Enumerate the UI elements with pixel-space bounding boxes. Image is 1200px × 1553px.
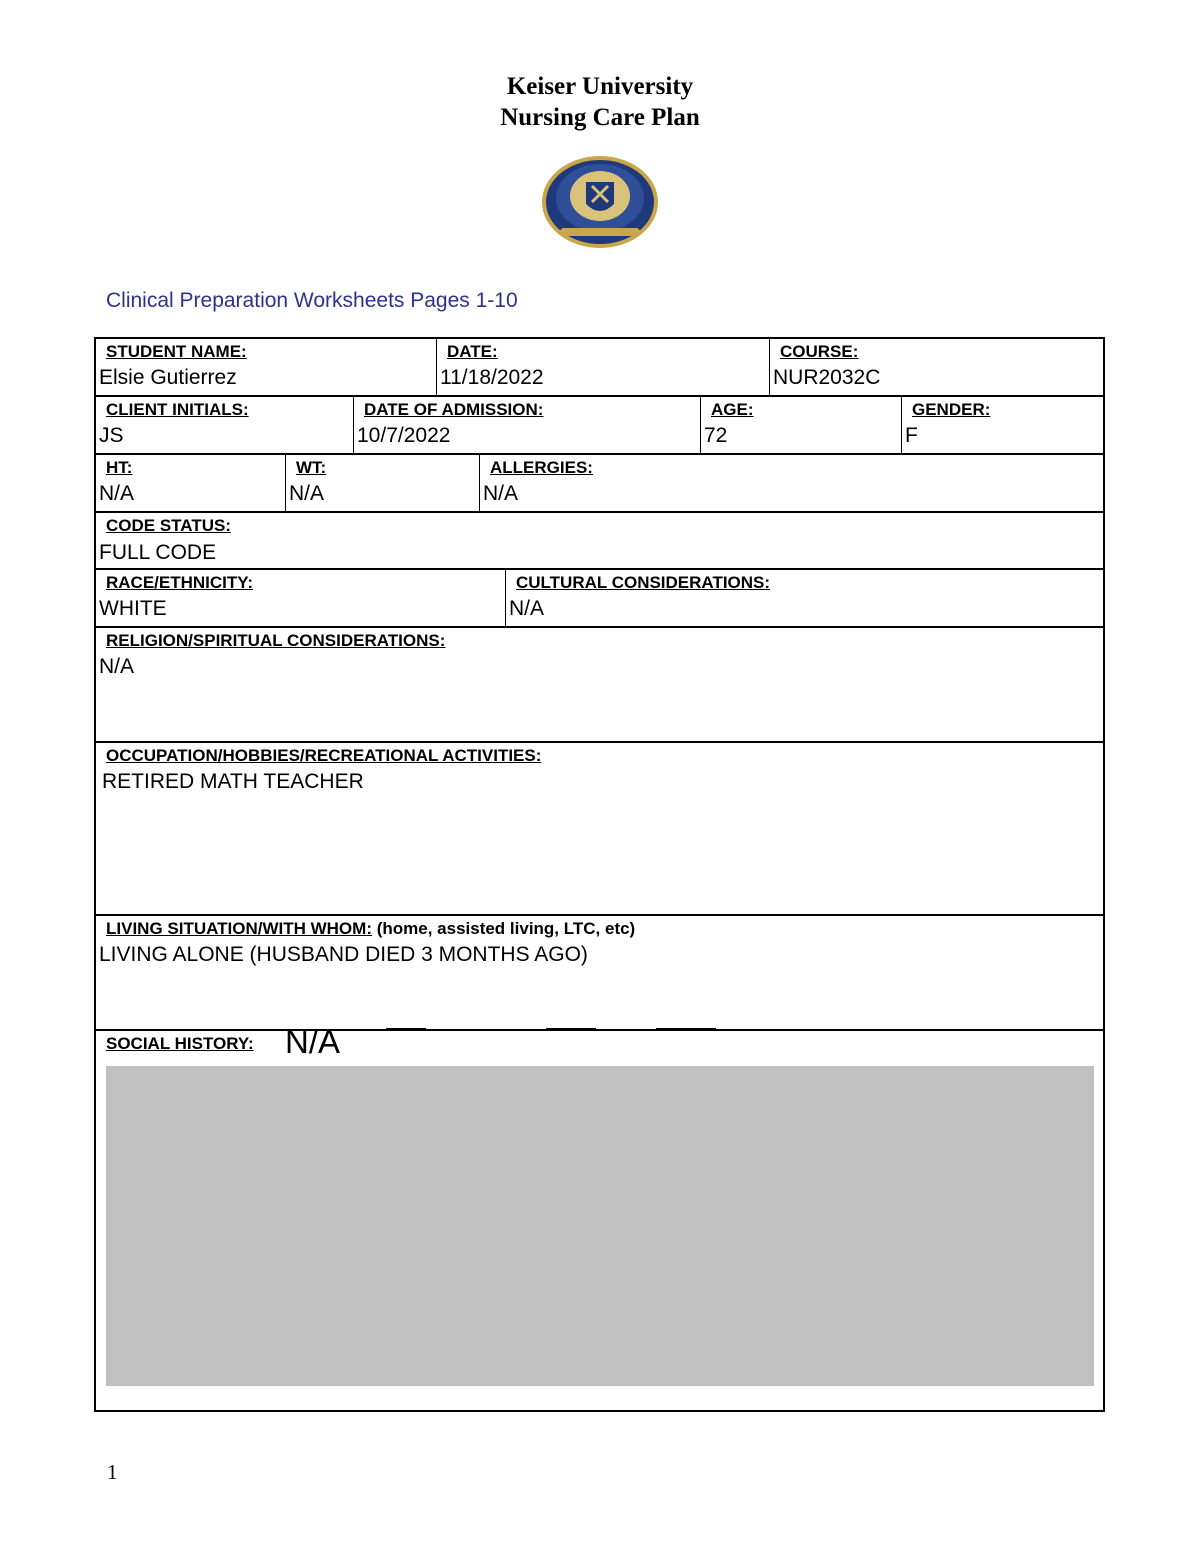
weight-label: WT: (296, 458, 327, 477)
divider (656, 1028, 716, 1030)
occupation-value[interactable]: RETIRED MATH TEACHER (102, 770, 364, 793)
row-race-culture (96, 570, 1103, 628)
religion-label: RELIGION/SPIRITUAL CONSIDERATIONS: (106, 631, 446, 650)
row-client (96, 397, 1103, 455)
social-history-label: SOCIAL HISTORY: (106, 1034, 254, 1053)
client-initials-cell[interactable] (96, 397, 354, 453)
row-code-status (96, 513, 1103, 570)
code-status-value[interactable]: FULL CODE (99, 541, 217, 564)
race-ethnicity-label: RACE/ETHNICITY: (106, 573, 254, 592)
occupation-label: OCCUPATION/HOBBIES/RECREATIONAL ACTIVITIES: (106, 746, 542, 765)
cultural-considerations-cell[interactable] (506, 570, 1103, 626)
height-label: HT: (106, 458, 133, 477)
height-value[interactable]: N/A (99, 482, 135, 505)
row-student (96, 339, 1103, 397)
social-history-cell[interactable] (96, 1023, 1103, 1410)
nursing-care-plan-form (94, 337, 1105, 1412)
row-social-history (96, 1023, 1103, 1410)
student-name-cell[interactable] (96, 339, 437, 395)
weight-cell[interactable] (286, 455, 480, 511)
allergies-cell[interactable] (480, 455, 1103, 511)
gender-cell[interactable] (902, 397, 1103, 453)
height-cell[interactable] (96, 455, 286, 511)
worksheet-subtitle: Clinical Preparation Worksheets Pages 1-10 (106, 289, 518, 312)
date-of-admission-cell[interactable] (354, 397, 701, 453)
living-situation-value[interactable]: LIVING ALONE (HUSBAND DIED 3 MONTHS AGO) (99, 943, 588, 966)
date-cell[interactable] (437, 339, 770, 395)
row-occupation (96, 743, 1103, 916)
student-name-value[interactable]: Elsie Gutierrez (99, 366, 237, 389)
date-of-admission-value[interactable]: 10/7/2022 (357, 424, 451, 447)
keiser-university-nursing-seal-icon (540, 152, 660, 250)
living-situation-hint: (home, assisted living, LTC, etc) (371, 919, 636, 938)
code-status-cell[interactable] (96, 513, 1103, 568)
age-cell[interactable] (701, 397, 902, 453)
religion-cell[interactable] (96, 628, 1103, 741)
date-label: DATE: (447, 342, 498, 361)
row-measurements (96, 455, 1103, 513)
client-initials-value[interactable]: JS (99, 424, 124, 447)
social-history-text-area[interactable] (106, 1066, 1094, 1386)
university-name: Keiser University (506, 73, 694, 100)
document-title: Nursing Care Plan (500, 104, 700, 131)
date-of-admission-label: DATE OF ADMISSION: (364, 400, 544, 419)
cultural-considerations-label: CULTURAL CONSIDERATIONS: (516, 573, 771, 592)
age-value[interactable]: 72 (704, 424, 728, 447)
row-religion (96, 628, 1103, 743)
cultural-considerations-value[interactable]: N/A (509, 597, 545, 620)
weight-value[interactable]: N/A (289, 482, 325, 505)
date-value[interactable]: 11/18/2022 (440, 366, 544, 389)
code-status-label: CODE STATUS: (106, 516, 231, 535)
allergies-value[interactable]: N/A (483, 482, 519, 505)
living-situation-cell[interactable] (96, 916, 1103, 1029)
age-label: AGE: (711, 400, 754, 419)
course-label: COURSE: (780, 342, 859, 361)
divider (546, 1028, 596, 1030)
page-number: 1 (107, 1460, 118, 1484)
course-value[interactable]: NUR2032C (773, 366, 881, 389)
allergies-label: ALLERGIES: (490, 458, 593, 477)
social-history-value[interactable]: N/A (285, 1023, 341, 1060)
religion-value[interactable]: N/A (99, 655, 135, 678)
living-situation-label: LIVING SITUATION/WITH WHOM: (106, 919, 372, 938)
client-initials-label: CLIENT INITIALS: (106, 400, 249, 419)
race-ethnicity-value[interactable]: WHITE (99, 597, 167, 620)
gender-label: GENDER: (912, 400, 991, 419)
course-cell[interactable] (770, 339, 1103, 395)
living-situation-label-group (106, 919, 635, 939)
row-living-situation (96, 916, 1103, 1031)
race-ethnicity-cell[interactable] (96, 570, 506, 626)
gender-value[interactable]: F (905, 424, 918, 447)
occupation-cell[interactable] (96, 743, 1103, 914)
divider (386, 1028, 426, 1030)
student-name-label: STUDENT NAME: (106, 342, 247, 361)
